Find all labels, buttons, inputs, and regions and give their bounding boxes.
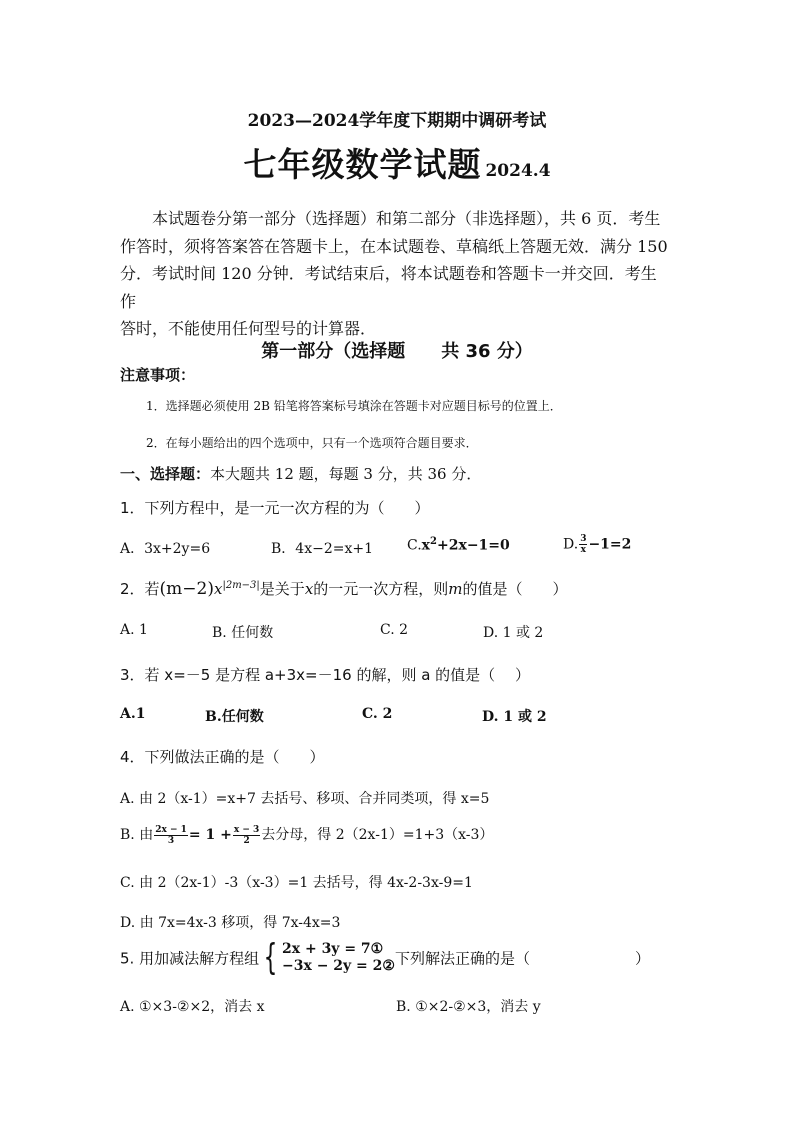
q4-b-den1: 3: [167, 835, 175, 846]
exam-date: 2024.4: [485, 161, 551, 181]
q2-option-b: B. 任何数: [212, 625, 274, 641]
q1-d-num: 3: [580, 534, 587, 544]
exam-name: 2023—2024学年度下期期中调研考试: [247, 111, 547, 131]
q4-option-a: A. 由 2（x-1）=x+7 去括号、移项、合并同类项，得 x=5: [120, 791, 490, 807]
intro-line: 本试题卷分第一部分（选择题）和第二部分（非选择题），共 6 页．考生: [152, 209, 661, 228]
q2-paren: (m−2): [159, 579, 214, 599]
q2-option-d: D. 1 或 2: [483, 625, 544, 641]
q5-eq1: 2x + 3y = 7①: [282, 941, 384, 957]
intro-paragraph: [120, 205, 672, 343]
section1-label: 一、选择题：: [120, 465, 211, 483]
section1-desc: 本大题共 12 题，每题 3 分，共 36 分．: [210, 465, 482, 483]
q2-var-m: m: [448, 580, 463, 598]
q5-system: [282, 941, 395, 975]
q1-option-c: [407, 536, 510, 554]
q5-option-a: A. ①×3-②×2，消去 x: [120, 999, 265, 1015]
intro-line: 作答时，须将答案答在答题卡上，在本试题卷、草稿纸上答题无效．满分 150: [120, 236, 668, 256]
q3-option-b: B.任何数: [205, 709, 264, 725]
q4-b-den2: 2: [243, 835, 250, 846]
title-row: [0, 139, 794, 186]
q2-suffix: 的值是（ ）: [462, 580, 568, 598]
q2-var-x: x: [304, 580, 314, 598]
q5-brace: {: [263, 937, 278, 978]
q3-option-d: D. 1 或 2: [482, 709, 547, 725]
q1-d-den: x: [580, 545, 586, 555]
q1-option-a: A．3x+2y=6: [120, 541, 211, 557]
q1-stem: 1．下列方程中，是一元一次方程的为（ ）: [120, 499, 430, 517]
q4-b-fraction2: [233, 825, 260, 846]
q1-option-b: B．4x−2=x+1: [271, 541, 373, 557]
q1-d-rest: −1=2: [588, 536, 632, 553]
q2-option-c: C. 2: [380, 622, 409, 638]
q2-middle2: 的一元一次方程，则: [313, 580, 449, 598]
q4-option-c: C. 由 2（2x-1）-3（x-3）=1 去括号，得 4x-2-3x-9=1: [120, 875, 473, 891]
intro-line: 分．考试时间 120 分钟．考试结束后，将本试题卷和答题卡一并交回．考生作: [120, 264, 657, 311]
q4-b-prefix: B. 由: [120, 827, 154, 843]
q2-stem: [120, 578, 568, 599]
notes-heading: 注意事项：: [120, 366, 196, 384]
q1-c-rest: +2x−1=0: [437, 537, 510, 554]
q5-suffix: 下列解法正确的是（ ）: [394, 949, 650, 968]
q2-exponent: |2m−3|: [222, 580, 260, 591]
q2-option-a: A. 1: [120, 622, 148, 638]
q1-d-fraction: [579, 534, 587, 555]
q1-d-prefix: D.: [563, 536, 579, 553]
q4-b-num2: x − 3: [233, 824, 260, 835]
q3-stem: 3．若 x=－5 是方程 a+3x=－16 的解，则 a 的值是（ ）: [120, 666, 530, 684]
section1-heading: [120, 463, 481, 484]
note-item: 2．在每小题给出的四个选项中，只有一个选项符合题目要求．: [146, 436, 478, 450]
part1-heading: 第一部分（选择题 共 36 分）: [261, 341, 533, 362]
intro-line: 答时，不能使用任何型号的计算器．: [120, 319, 377, 338]
q1-c-base: x: [421, 537, 431, 554]
q4-b-num1: 2x − 1: [155, 824, 187, 835]
q4-b-fraction1: [154, 825, 188, 846]
q1-c-exp: 2: [430, 536, 437, 547]
q4-option-d: D. 由 7x=4x-3 移项，得 7x-4x=3: [120, 915, 341, 931]
q2-prefix: 2．若: [120, 580, 160, 598]
q4-option-b: [120, 824, 493, 846]
note-item: 1．选择题必须使用 2B 铅笔将答案标号填涂在答题卡对应题目标号的位置上．: [146, 399, 562, 413]
q3-option-a: A.1: [120, 706, 146, 722]
q4-stem: 4．下列做法正确的是（ ）: [120, 748, 325, 766]
q5-stem: [120, 937, 650, 978]
q1-option-d: [563, 534, 631, 555]
q5-eq2: −3x − 2y = 2②: [282, 958, 395, 974]
page-title: 七年级数学试题: [243, 145, 482, 184]
q2-base: x: [214, 580, 223, 598]
q2-middle: 是关于: [259, 580, 305, 598]
q5-prefix: 5. 用加减法解方程组: [120, 949, 260, 968]
q5-option-b: B. ①×2-②×3，消去 y: [396, 999, 541, 1015]
q3-option-c: C. 2: [362, 706, 393, 722]
q1-c-prefix: C.: [407, 537, 422, 554]
q4-b-suffix: 去分母，得 2（2x-1）=1+3（x-3）: [261, 827, 494, 843]
q4-b-mid: = 1 +: [188, 827, 232, 843]
